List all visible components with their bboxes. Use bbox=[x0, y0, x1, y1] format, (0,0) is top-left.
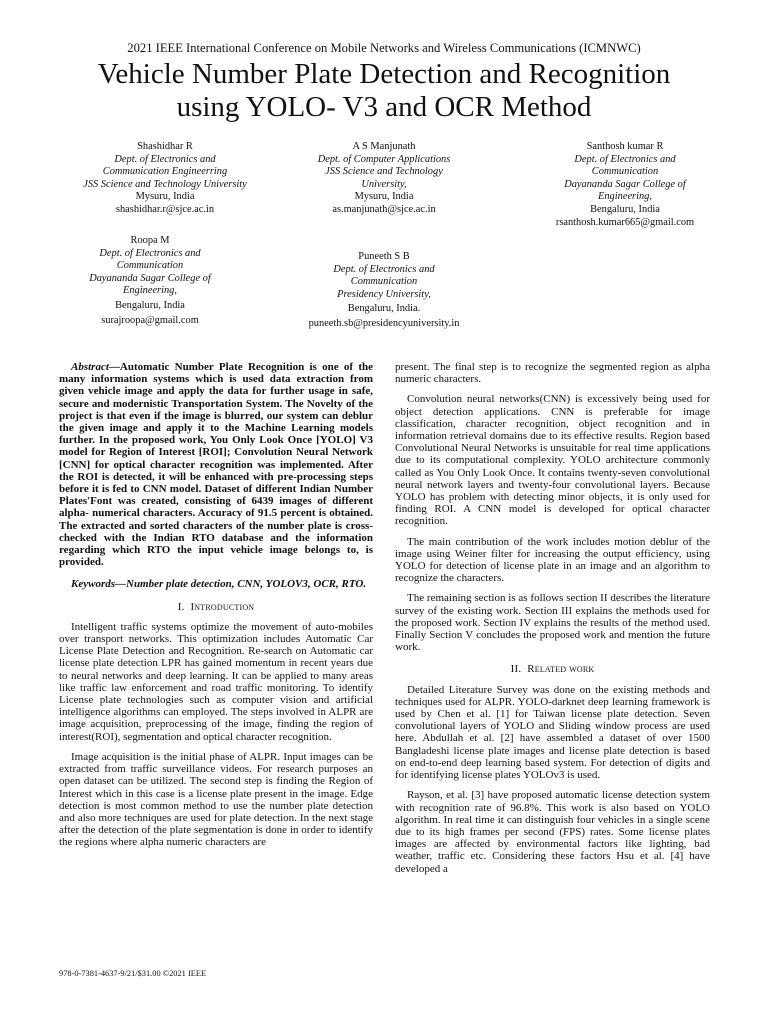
author-affiliation: Dept. of Electronics and bbox=[333, 263, 435, 275]
author-affiliation: Communication bbox=[350, 276, 418, 288]
author-affiliation: Engineering, bbox=[598, 191, 652, 203]
author-affiliation: Communication bbox=[591, 166, 659, 178]
author-affiliation: Dayananda Sagar College of bbox=[89, 272, 211, 284]
abstract-lead: Abstract bbox=[71, 361, 109, 373]
section-heading-introduction bbox=[59, 601, 373, 613]
abstract-text: —Automatic Number Plate Recognition is one of the many information systems which is used data extraction from given vehicle image and apply the data for further usage in safe, secure and modernistic Transportation System. The Novelty of the project is that even if the image is blurred, our system can deblur the given image and apply it to the Machine Learning models further. In the proposed work, You Only Look Once [YOLO] V3 model for Region of Interest [ROI]; Convolution Neural Network [CNN] for optical character recognition was implemented. After the ROI is detected, it will be enhanced with pre-processing steps before it is fed to CNN model. Dataset of different Indian Number Plates'Font was created, consisting of 6439 images of different alpha- numerical characters. Accuracy of 91.5 percent is obtained. The extracted and sorted characters of the number plate is cross- checked with the Indian RTO database and the information regarding which RTO the input vehicle image belongs to, is provided. bbox=[59, 361, 373, 569]
author-affiliation: JSS Science and Technology bbox=[325, 166, 443, 178]
section-number: II. bbox=[510, 663, 522, 676]
intro-paragraph-1: Intelligent traffic systems optimize the movement of auto-mobiles over transport networks. This optimization includes Automatic Car License Plate Detection and Recognition. Re-search on Automatic car license plate detection LPR has gained momentum in recent years due to neural networks and deep learning. It can be applied to many areas like traffic law enforcement and road traffic monitoring. To identify License plate technologies such as computer vision and artificial intelligence algorithms can employed. The steps involved in ALPR are image acquisition, preprocessing of the image, finding the region of interest(ROI), segmentation and optical character recognition. bbox=[59, 620, 373, 743]
author-city: Mysuru, India bbox=[135, 191, 195, 203]
abstract bbox=[59, 361, 373, 568]
title-line-1: Vehicle Number Plate Detection and Recognition bbox=[97, 58, 671, 90]
related-paragraph-1: Detailed Literature Survey was done on the existing methods and techniques used for ALPR. YOLO-darknet deep learning framework is used by Chen et al. [1] for Taiwan license plate detection. Seven convolutional layers of YOLO and Sliding window process are used here. Abdullah et al. [2] have assembled a dataset of over 1500 Bangladeshi license plate images and license plate detection is based on end-to-end deep learning based system. For detection of digits and for identifying license plates YOLOv3 is used. bbox=[395, 683, 710, 782]
author-affiliation: Presidency University, bbox=[337, 288, 431, 300]
author-block-3 bbox=[520, 141, 730, 229]
body-paragraph-2: Convolution neural networks(CNN) is excessively being used for object detection applications. CNN is preferable for image classification, character recognition, object recognition and in information retrieval domains due to its effective results. Region based Convolutional Neural Networks is unsuitable for real time applications due to its computational complexity. YOLO architecture commonly called as You Only Look Once. It contains twenty-seven convolutional neural network layers and twenty-four convolutional layers. Because YOLO has problem with detecting minor objects, it is only used for finding ROI. A CNN model is developed for optical character recognition. bbox=[395, 393, 710, 528]
author-affiliation: Dept. of Electronics and bbox=[99, 247, 201, 259]
author-block-4 bbox=[50, 235, 250, 327]
right-column bbox=[395, 361, 710, 883]
author-block-1 bbox=[40, 141, 290, 217]
body-paragraph-4: The remaining section is as follows section II describes the literature survey of the existing work. Section III explains the methods used for the proposed work. Section IV explains the results of the method used. Finally Section V concludes the proposed work and mention the future work. bbox=[395, 592, 710, 654]
section-title: Related work bbox=[527, 663, 595, 676]
body-paragraph-3: The main contribution of the work includes motion deblur of the image using Weiner filter for increasing the output efficiency, using YOLO for detection of license plate in an image and an algorithm to recognize the characters. bbox=[395, 535, 710, 585]
author-name: Shashidhar R bbox=[137, 141, 193, 152]
author-affiliation: Engineering, bbox=[123, 285, 177, 297]
author-email: rsanthosh.kumar665@gmail.com bbox=[555, 216, 695, 228]
section-number: I. bbox=[177, 600, 185, 613]
author-name: Santhosh kumar R bbox=[586, 141, 664, 152]
paper-title bbox=[0, 58, 768, 124]
author-name: A S Manjunath bbox=[352, 141, 416, 152]
author-affiliation: Dept. of Computer Applications bbox=[317, 153, 451, 165]
author-name: Roopa M bbox=[130, 235, 170, 246]
body-paragraph-1: present. The final step is to recognize the segmented region as alpha numeric characters. bbox=[395, 361, 710, 386]
author-email: shashidhar.r@sjce.ac.in bbox=[115, 203, 215, 215]
intro-paragraph-2: Image acquisition is the initial phase of ALPR. Input images can be extracted from traffic surveillance videos. For research purposes an open dataset can be utilized. The second step is finding the Region of Interest which in this case is a license plate present in the image. Edge detection is most common method to use the number plate detection and also more techniques are used for plate detection. In the next stage after the detection of the plate segmentation is done in order to identify the regions where alpha numeric characters are bbox=[59, 750, 373, 849]
author-block-5 bbox=[274, 251, 494, 331]
author-affiliation: Dept. of Electronics and bbox=[114, 153, 216, 165]
author-city: Mysuru, India bbox=[354, 191, 414, 203]
section-heading-related-work bbox=[395, 663, 710, 675]
author-affiliation: University, bbox=[361, 178, 407, 190]
author-block-2 bbox=[279, 141, 489, 217]
conference-header: 2021 IEEE International Conference on Mobile Networks and Wireless Communications (ICMNWC) bbox=[127, 41, 641, 55]
author-email: as.manjunath@sjce.ac.in bbox=[332, 203, 436, 215]
author-email: puneeth.sb@presidencyuniversity.in bbox=[308, 317, 460, 329]
author-affiliation: Dept. of Electronics and bbox=[574, 153, 676, 165]
author-name: Puneeth S B bbox=[358, 251, 410, 262]
author-city: Bengaluru, India. bbox=[347, 303, 421, 315]
author-email: surajroopa@gmail.com bbox=[101, 314, 199, 326]
author-city: Bengaluru, India bbox=[590, 203, 660, 215]
author-affiliation: Communication bbox=[116, 260, 184, 272]
section-title: Introduction bbox=[190, 600, 255, 613]
title-line-2: using YOLO- V3 and OCR Method bbox=[176, 91, 592, 123]
author-affiliation: Communication Engineerring bbox=[102, 166, 228, 178]
author-affiliation: JSS Science and Technology University bbox=[83, 178, 247, 190]
author-city: Bengaluru, India bbox=[115, 299, 185, 311]
left-column bbox=[59, 361, 373, 857]
author-affiliation: Dayananda Sagar College of bbox=[564, 178, 686, 190]
related-paragraph-2: Rayson, et al. [3] have proposed automatic license detection system with recognition rate of 96.8%. This work is also based on YOLO algorithm. In real time it can distinguish four vehicles in a single scene due to its high frames per second (FPS) rates. Some license plates images are affected by environmental factors like lighting, bad weather, traffic etc. Considering these factors Hsu et al. [4] have developed a bbox=[395, 789, 710, 875]
copyright-footer: 978-0-7381-4637-9/21/$31.00 ©2021 IEEE bbox=[59, 969, 207, 978]
keywords: Keywords—Number plate detection, CNN, YOLOV3, OCR, RTO. bbox=[71, 578, 367, 591]
